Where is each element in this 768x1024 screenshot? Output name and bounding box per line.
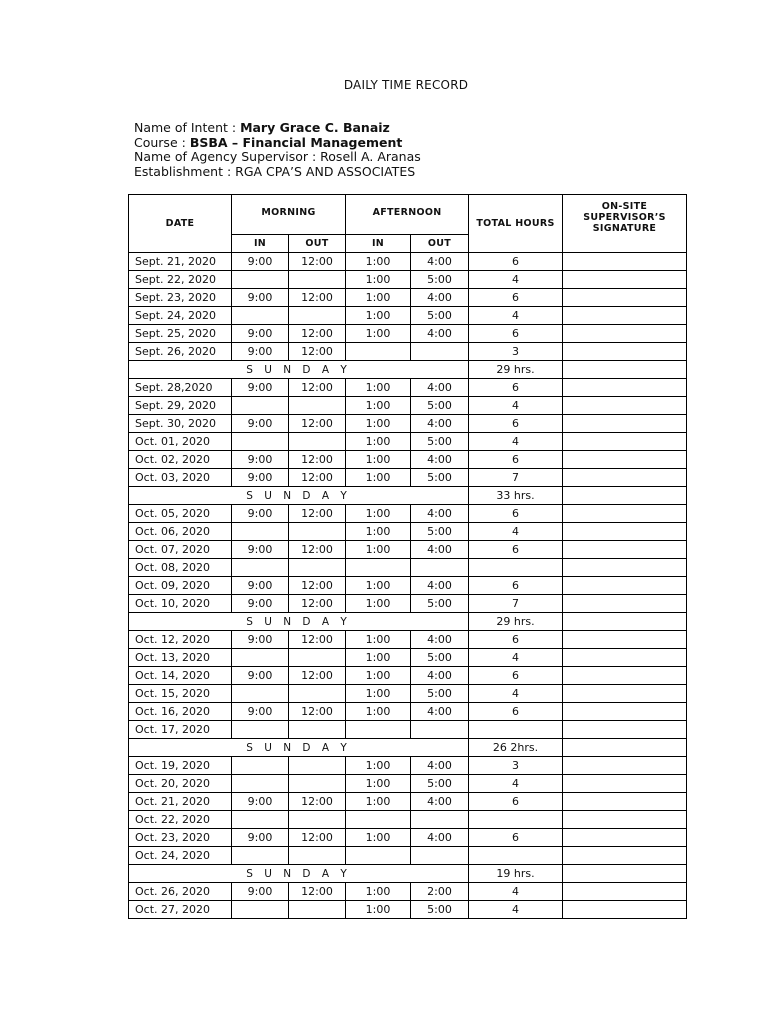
am-in-cell: 9:00 (232, 883, 289, 901)
date-cell: Sept. 24, 2020 (129, 307, 232, 325)
signature-cell (563, 595, 687, 613)
am-in-cell: 9:00 (232, 631, 289, 649)
signature-cell (563, 559, 687, 577)
total-hours-cell: 6 (469, 829, 563, 847)
am-out-cell: 12:00 (289, 631, 346, 649)
date-cell: Oct. 14, 2020 (129, 667, 232, 685)
am-out-cell (289, 847, 346, 865)
pm-out-cell: 4:00 (411, 541, 469, 559)
signature-cell (563, 379, 687, 397)
am-out-cell (289, 559, 346, 577)
signature-cell (563, 343, 687, 361)
table-row (129, 649, 687, 667)
signature-cell (563, 577, 687, 595)
am-out-cell: 12:00 (289, 505, 346, 523)
pm-out-cell: 4:00 (411, 793, 469, 811)
signature-cell (563, 469, 687, 487)
total-hours-cell: 6 (469, 451, 563, 469)
pm-out-cell: 4:00 (411, 451, 469, 469)
course-value: BSBA – Financial Management (189, 134, 403, 150)
pm-in-cell: 1:00 (346, 793, 411, 811)
pm-out-cell: 5:00 (411, 649, 469, 667)
pm-in-cell: 1:00 (346, 703, 411, 721)
table-row (129, 559, 687, 577)
weekly-total: 33 hrs. (469, 487, 563, 505)
signature-cell (563, 451, 687, 469)
am-out-cell (289, 811, 346, 829)
date-cell: Oct. 21, 2020 (129, 793, 232, 811)
header-signature-text: ON-SITE SUPERVISOR’S SIGNATURE (583, 201, 666, 234)
pm-out-cell: 4:00 (411, 325, 469, 343)
total-hours-cell: 4 (469, 775, 563, 793)
date-cell: Oct. 13, 2020 (129, 649, 232, 667)
pm-out-cell: 5:00 (411, 595, 469, 613)
pm-in-cell: 1:00 (346, 883, 411, 901)
am-in-cell (232, 775, 289, 793)
date-cell: Sept. 29, 2020 (129, 397, 232, 415)
table-row (129, 757, 687, 775)
signature-cell (563, 739, 687, 757)
am-in-cell: 9:00 (232, 595, 289, 613)
am-out-cell (289, 307, 346, 325)
header-am-out: OUT (289, 235, 346, 253)
table-row (129, 883, 687, 901)
date-cell: Oct. 20, 2020 (129, 775, 232, 793)
am-in-cell (232, 307, 289, 325)
date-cell: Oct. 16, 2020 (129, 703, 232, 721)
record-info (134, 121, 421, 179)
pm-in-cell: 1:00 (346, 397, 411, 415)
pm-in-cell: 1:00 (346, 523, 411, 541)
pm-in-cell (346, 721, 411, 739)
total-hours-cell: 4 (469, 685, 563, 703)
date-cell: Oct. 07, 2020 (129, 541, 232, 559)
signature-cell (563, 253, 687, 271)
table-row (129, 505, 687, 523)
pm-out-cell: 4:00 (411, 703, 469, 721)
signature-cell (563, 397, 687, 415)
table-row (129, 829, 687, 847)
pm-out-cell: 4:00 (411, 253, 469, 271)
table-row (129, 721, 687, 739)
time-record-table (128, 194, 687, 919)
am-in-cell: 9:00 (232, 505, 289, 523)
total-hours-cell: 6 (469, 793, 563, 811)
pm-in-cell (346, 343, 411, 361)
signature-cell (563, 541, 687, 559)
total-hours-cell: 4 (469, 523, 563, 541)
am-out-cell (289, 757, 346, 775)
pm-in-cell: 1:00 (346, 595, 411, 613)
pm-out-cell: 5:00 (411, 271, 469, 289)
pm-out-cell (411, 847, 469, 865)
pm-in-cell: 1:00 (346, 775, 411, 793)
am-in-cell (232, 271, 289, 289)
am-in-cell (232, 559, 289, 577)
table-row (129, 289, 687, 307)
signature-cell (563, 307, 687, 325)
table-row (129, 379, 687, 397)
date-cell: Oct. 02, 2020 (129, 451, 232, 469)
am-out-cell: 12:00 (289, 343, 346, 361)
date-cell: Sept. 22, 2020 (129, 271, 232, 289)
sunday-label: S U N D A Y (129, 865, 469, 883)
table-row (129, 433, 687, 451)
am-in-cell: 9:00 (232, 541, 289, 559)
signature-cell (563, 505, 687, 523)
pm-in-cell (346, 847, 411, 865)
total-hours-cell: 6 (469, 289, 563, 307)
am-in-cell: 9:00 (232, 829, 289, 847)
table-row (129, 541, 687, 559)
total-hours-cell: 4 (469, 649, 563, 667)
signature-cell (563, 721, 687, 739)
weekly-total: 29 hrs. (469, 361, 563, 379)
pm-out-cell (411, 811, 469, 829)
date-cell: Sept. 21, 2020 (129, 253, 232, 271)
table-row (129, 595, 687, 613)
am-out-cell: 12:00 (289, 415, 346, 433)
am-in-cell (232, 397, 289, 415)
table-row (129, 343, 687, 361)
am-out-cell (289, 397, 346, 415)
am-out-cell (289, 523, 346, 541)
intern-row (134, 121, 421, 136)
am-out-cell: 12:00 (289, 595, 346, 613)
signature-cell (563, 325, 687, 343)
pm-in-cell: 1:00 (346, 577, 411, 595)
header-signature (563, 195, 687, 253)
total-hours-cell: 6 (469, 667, 563, 685)
table-row (129, 271, 687, 289)
am-in-cell: 9:00 (232, 253, 289, 271)
pm-out-cell (411, 721, 469, 739)
date-cell: Oct. 06, 2020 (129, 523, 232, 541)
pm-in-cell: 1:00 (346, 505, 411, 523)
am-out-cell: 12:00 (289, 325, 346, 343)
total-hours-cell: 6 (469, 505, 563, 523)
intern-label: Name of Intent : (134, 120, 241, 135)
total-hours-cell (469, 721, 563, 739)
signature-cell (563, 289, 687, 307)
am-in-cell (232, 523, 289, 541)
pm-in-cell (346, 811, 411, 829)
signature-cell (563, 415, 687, 433)
signature-cell (563, 775, 687, 793)
course-label: Course : (134, 134, 190, 150)
am-in-cell (232, 811, 289, 829)
pm-in-cell: 1:00 (346, 631, 411, 649)
am-out-cell: 12:00 (289, 289, 346, 307)
am-in-cell (232, 433, 289, 451)
header-afternoon: AFTERNOON (346, 195, 469, 235)
establishment-row: Establishment : RGA CPA’S AND ASSOCIATES (134, 163, 416, 179)
sunday-row (129, 865, 687, 883)
signature-cell (563, 811, 687, 829)
page-title: DAILY TIME RECORD (343, 78, 469, 92)
am-in-cell: 9:00 (232, 325, 289, 343)
am-out-cell: 12:00 (289, 577, 346, 595)
table-row (129, 469, 687, 487)
sunday-label: S U N D A Y (129, 739, 469, 757)
am-out-cell: 12:00 (289, 667, 346, 685)
pm-in-cell: 1:00 (346, 325, 411, 343)
date-cell: Oct. 24, 2020 (129, 847, 232, 865)
pm-in-cell: 1:00 (346, 379, 411, 397)
am-out-cell (289, 901, 346, 919)
pm-out-cell: 5:00 (411, 307, 469, 325)
total-hours-cell: 4 (469, 901, 563, 919)
header-date: DATE (129, 195, 232, 253)
pm-out-cell: 5:00 (411, 901, 469, 919)
am-in-cell: 9:00 (232, 469, 289, 487)
table-row (129, 793, 687, 811)
signature-cell (563, 847, 687, 865)
weekly-total: 29 hrs. (469, 613, 563, 631)
total-hours-cell: 7 (469, 595, 563, 613)
am-in-cell (232, 649, 289, 667)
sunday-row (129, 361, 687, 379)
am-in-cell (232, 901, 289, 919)
pm-out-cell: 4:00 (411, 505, 469, 523)
intern-name: Mary Grace C. Banaiz (240, 120, 390, 135)
signature-cell (563, 649, 687, 667)
total-hours-cell (469, 811, 563, 829)
total-hours-cell: 6 (469, 631, 563, 649)
pm-in-cell: 1:00 (346, 307, 411, 325)
total-hours-cell: 6 (469, 703, 563, 721)
am-out-cell: 12:00 (289, 703, 346, 721)
table-row (129, 811, 687, 829)
am-in-cell: 9:00 (232, 577, 289, 595)
am-in-cell: 9:00 (232, 703, 289, 721)
am-out-cell: 12:00 (289, 829, 346, 847)
pm-in-cell: 1:00 (346, 433, 411, 451)
am-out-cell (289, 775, 346, 793)
am-in-cell (232, 685, 289, 703)
date-cell: Sept. 26, 2020 (129, 343, 232, 361)
sunday-label: S U N D A Y (129, 487, 469, 505)
total-hours-cell: 6 (469, 541, 563, 559)
pm-in-cell: 1:00 (346, 649, 411, 667)
date-cell: Oct. 09, 2020 (129, 577, 232, 595)
date-cell: Oct. 23, 2020 (129, 829, 232, 847)
signature-cell (563, 631, 687, 649)
table-row (129, 325, 687, 343)
total-hours-cell: 4 (469, 307, 563, 325)
pm-in-cell: 1:00 (346, 289, 411, 307)
pm-out-cell: 4:00 (411, 667, 469, 685)
header-am-in: IN (232, 235, 289, 253)
pm-in-cell: 1:00 (346, 541, 411, 559)
weekly-total: 26 2hrs. (469, 739, 563, 757)
am-in-cell (232, 757, 289, 775)
pm-in-cell: 1:00 (346, 757, 411, 775)
table-row (129, 577, 687, 595)
table-row (129, 667, 687, 685)
am-in-cell: 9:00 (232, 667, 289, 685)
date-cell: Oct. 12, 2020 (129, 631, 232, 649)
signature-cell (563, 613, 687, 631)
table-row (129, 685, 687, 703)
pm-out-cell: 4:00 (411, 379, 469, 397)
date-cell: Sept. 25, 2020 (129, 325, 232, 343)
sunday-row (129, 739, 687, 757)
am-out-cell: 12:00 (289, 469, 346, 487)
pm-out-cell: 5:00 (411, 775, 469, 793)
pm-in-cell: 1:00 (346, 253, 411, 271)
total-hours-cell: 4 (469, 883, 563, 901)
date-cell: Oct. 15, 2020 (129, 685, 232, 703)
total-hours-cell (469, 847, 563, 865)
course-row (134, 136, 421, 151)
signature-cell (563, 685, 687, 703)
signature-cell (563, 829, 687, 847)
am-out-cell: 12:00 (289, 253, 346, 271)
pm-out-cell (411, 559, 469, 577)
date-cell: Oct. 05, 2020 (129, 505, 232, 523)
table-row (129, 703, 687, 721)
am-in-cell: 9:00 (232, 379, 289, 397)
pm-in-cell: 1:00 (346, 469, 411, 487)
am-out-cell (289, 649, 346, 667)
date-cell: Sept. 28,2020 (129, 379, 232, 397)
pm-out-cell: 5:00 (411, 469, 469, 487)
date-cell: Oct. 27, 2020 (129, 901, 232, 919)
table-row (129, 307, 687, 325)
date-cell: Oct. 17, 2020 (129, 721, 232, 739)
am-in-cell (232, 721, 289, 739)
sunday-label: S U N D A Y (129, 613, 469, 631)
total-hours-cell: 4 (469, 397, 563, 415)
pm-out-cell (411, 343, 469, 361)
am-out-cell (289, 271, 346, 289)
am-in-cell (232, 847, 289, 865)
am-in-cell: 9:00 (232, 343, 289, 361)
table-row (129, 523, 687, 541)
total-hours-cell: 6 (469, 577, 563, 595)
am-in-cell: 9:00 (232, 793, 289, 811)
table-row (129, 415, 687, 433)
date-cell: Sept. 30, 2020 (129, 415, 232, 433)
signature-cell (563, 361, 687, 379)
header-pm-in: IN (346, 235, 411, 253)
pm-out-cell: 2:00 (411, 883, 469, 901)
am-out-cell (289, 721, 346, 739)
header-total-hours: TOTAL HOURS (469, 195, 563, 253)
time-record-body (129, 253, 687, 919)
pm-in-cell: 1:00 (346, 685, 411, 703)
pm-out-cell: 5:00 (411, 433, 469, 451)
pm-out-cell: 4:00 (411, 631, 469, 649)
supervisor-row: Name of Agency Supervisor : Rosell A. Aranas (134, 149, 421, 164)
total-hours-cell: 7 (469, 469, 563, 487)
signature-cell (563, 883, 687, 901)
date-cell: Oct. 10, 2020 (129, 595, 232, 613)
total-hours-cell: 6 (469, 253, 563, 271)
signature-cell (563, 667, 687, 685)
table-row (129, 253, 687, 271)
total-hours-cell: 6 (469, 379, 563, 397)
signature-cell (563, 757, 687, 775)
date-cell: Oct. 22, 2020 (129, 811, 232, 829)
am-in-cell: 9:00 (232, 289, 289, 307)
sunday-row (129, 613, 687, 631)
am-in-cell: 9:00 (232, 451, 289, 469)
signature-cell (563, 433, 687, 451)
pm-out-cell: 4:00 (411, 829, 469, 847)
pm-out-cell: 4:00 (411, 415, 469, 433)
am-out-cell (289, 433, 346, 451)
table-row (129, 451, 687, 469)
date-cell: Oct. 01, 2020 (129, 433, 232, 451)
pm-out-cell: 5:00 (411, 523, 469, 541)
sunday-label: S U N D A Y (129, 361, 469, 379)
date-cell: Oct. 26, 2020 (129, 883, 232, 901)
header-morning: MORNING (232, 195, 346, 235)
signature-cell (563, 523, 687, 541)
pm-in-cell: 1:00 (346, 415, 411, 433)
pm-in-cell (346, 559, 411, 577)
signature-cell (563, 865, 687, 883)
table-row (129, 397, 687, 415)
header-pm-out: OUT (411, 235, 469, 253)
pm-in-cell: 1:00 (346, 271, 411, 289)
am-out-cell: 12:00 (289, 541, 346, 559)
pm-out-cell: 4:00 (411, 757, 469, 775)
weekly-total: 19 hrs. (469, 865, 563, 883)
date-cell: Oct. 08, 2020 (129, 559, 232, 577)
table-row (129, 631, 687, 649)
am-in-cell: 9:00 (232, 415, 289, 433)
signature-cell (563, 793, 687, 811)
signature-cell (563, 271, 687, 289)
am-out-cell: 12:00 (289, 793, 346, 811)
total-hours-cell (469, 559, 563, 577)
am-out-cell (289, 685, 346, 703)
signature-cell (563, 487, 687, 505)
pm-in-cell: 1:00 (346, 901, 411, 919)
pm-in-cell: 1:00 (346, 667, 411, 685)
total-hours-cell: 3 (469, 757, 563, 775)
pm-out-cell: 4:00 (411, 577, 469, 595)
pm-in-cell: 1:00 (346, 451, 411, 469)
signature-cell (563, 703, 687, 721)
table-row (129, 775, 687, 793)
signature-cell (563, 901, 687, 919)
date-cell: Sept. 23, 2020 (129, 289, 232, 307)
pm-in-cell: 1:00 (346, 829, 411, 847)
am-out-cell: 12:00 (289, 451, 346, 469)
pm-out-cell: 5:00 (411, 397, 469, 415)
am-out-cell: 12:00 (289, 883, 346, 901)
date-cell: Oct. 19, 2020 (129, 757, 232, 775)
total-hours-cell: 4 (469, 433, 563, 451)
table-row (129, 847, 687, 865)
total-hours-cell: 6 (469, 325, 563, 343)
pm-out-cell: 4:00 (411, 289, 469, 307)
total-hours-cell: 3 (469, 343, 563, 361)
am-out-cell: 12:00 (289, 379, 346, 397)
date-cell: Oct. 03, 2020 (129, 469, 232, 487)
pm-out-cell: 5:00 (411, 685, 469, 703)
total-hours-cell: 6 (469, 415, 563, 433)
sunday-row (129, 487, 687, 505)
table-row (129, 901, 687, 919)
total-hours-cell: 4 (469, 271, 563, 289)
